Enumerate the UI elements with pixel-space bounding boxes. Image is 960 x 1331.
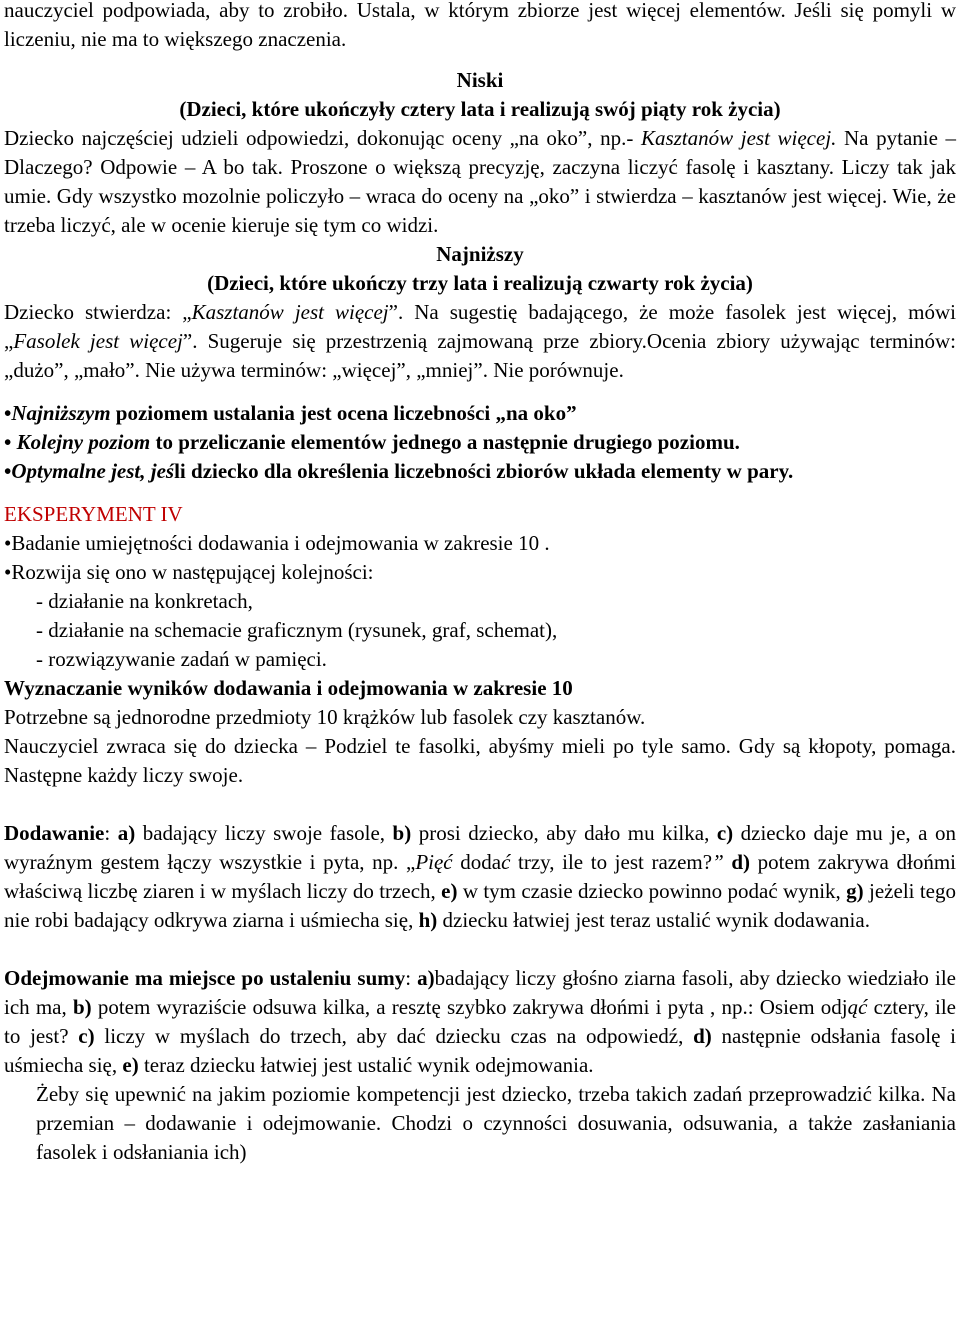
experiment-bullet-2: •Rozwija się ono w następującej kolejności:: [4, 560, 374, 584]
text: doda: [452, 850, 502, 874]
text: Na pytanie – Dlaczego? Odpowie – A bo tak. Proszone o większą precyzję, zaczyna liczyć fasolę i kasztany. Liczy tak jak umie. Gdy wszystko mozolnie policzyło – wraca do oceny na „oko” i stwierdza – kasztanów jest więcej. Wie, że trzeba liczyć, ale w ocenie kieruje się tym co widzi.: [4, 126, 957, 237]
text: teraz dziecku łatwiej jest ustalić wynik odejmowania.: [138, 1053, 594, 1077]
spacer: [4, 790, 956, 819]
intro-paragraph: nauczyciel podpowiada, aby to zrobiło. Ustala, w którym zbiorze jest więcej elementów. Jeśli się pomyli w liczeniu, nie ma to większego znaczenia.: [4, 0, 956, 51]
bullet: •: [4, 430, 17, 454]
bullet: •: [4, 459, 12, 483]
step-marker: a): [117, 821, 136, 845]
bullet-summary-1: [4, 399, 956, 428]
text: w tym czasie dziecko powinno podać wynik,: [457, 879, 847, 903]
text: potem wyraziście odsuwa kilka, a resztę szybko zakrywa dłońmi i pyta , np.: Osiem odj: [91, 995, 848, 1019]
text: ”. Na sugestię badającego, że może fasolek jest więcej, mówi „: [4, 300, 956, 353]
quote-italic: Fasolek jest więcej: [13, 329, 183, 353]
italic-term: Optymalne jest, jeś: [11, 459, 175, 483]
bullet-summary-2: [4, 428, 956, 457]
italic-term: Kolejny poziom: [16, 430, 151, 454]
text: dziecku łatwiej jest teraz ustalić wynik dodawania.: [437, 908, 870, 932]
step-marker: c): [716, 821, 734, 845]
step-marker: g): [846, 879, 864, 903]
text: poziomem ustalania jest ocena liczebności „na oko”: [110, 401, 577, 425]
step-marker: e): [122, 1053, 139, 1077]
text: cztery, ile to jest?: [4, 995, 957, 1048]
step-marker: b): [72, 995, 92, 1019]
italic-word: Pięć: [415, 850, 453, 874]
text: ”. Sugeruje się przestrzenią zajmowaną prze zbiory.Ocenia zbiory używając terminów: „dużo”, „mało”. Nie używa terminów: „więcej”, „mniej”. Nie porównuje.: [4, 329, 957, 382]
paragraph-dodawanie: [4, 819, 956, 935]
italic-term: Najniższym: [11, 401, 111, 425]
text: :: [104, 821, 118, 845]
term-bold: Odejmowanie ma miejsce po ustaleniu sumy: [4, 966, 406, 990]
italic-word: ąć: [847, 995, 868, 1019]
step-marker: a): [417, 966, 435, 990]
section-subtitle-niski: (Dzieci, które ukończyły cztery lata i realizują swój piąty rok życia): [179, 97, 781, 121]
step-marker: e): [441, 879, 458, 903]
bullet: •: [4, 401, 12, 425]
quote-italic: Kasztanów jest więcej: [191, 300, 389, 324]
paragraph-odejmowanie: [4, 964, 956, 1080]
closing-paragraph: Żeby się upewnić na jakim poziomie kompetencji jest dziecko, trzeba takich zadań przeprowadzić kilka. Na przemian – dodawanie i odejmowanie. Chodzi o czynności dosuwania, odsuwania, a także zasłaniania fasolek i odsłaniania ich): [36, 1082, 956, 1164]
list-item: - działanie na konkretach,: [36, 589, 253, 613]
step-marker: d): [723, 850, 751, 874]
experiment-bullet-1: •Badanie umiejętności dodawania i odejmowania w zakresie 10 .: [4, 531, 550, 555]
text: prosi dziecko, aby dało mu kilka,: [411, 821, 717, 845]
step-marker: h): [418, 908, 438, 932]
text: to przeliczanie elementów jednego a następnie drugiego poziomu.: [150, 430, 740, 454]
text: dziecko daje mu je, a on wyraźnym gestem łączy wszystkie i pyta, np. „: [4, 821, 956, 874]
text: Dziecko najczęściej udzieli odpowiedzi, dokonując oceny „na oko”, np.-: [4, 126, 634, 150]
text: trzy, ile to jest razem?: [510, 850, 713, 874]
bullet-summary-3: [4, 457, 956, 486]
spacer: [4, 935, 956, 964]
step-marker: d): [693, 1024, 712, 1048]
section-title-najnizszy: Najniższy: [436, 242, 524, 266]
experiment-subheading: Wyznaczanie wyników dodawania i odejmowania w zakresie 10: [4, 676, 573, 700]
text: badający liczy swoje fasole,: [135, 821, 393, 845]
document-page: [4, 0, 956, 1167]
step-marker: c): [78, 1024, 95, 1048]
text: następnie odsłania fasolę i uśmiecha się,: [4, 1024, 956, 1077]
text: liczy w myślach do trzech, aby dać dziecku czas na odpowiedź,: [94, 1024, 694, 1048]
paragraph-najnizszy: [4, 298, 956, 385]
experiment-heading: EKSPERYMENT IV: [4, 502, 183, 526]
italic-word: ć: [501, 850, 511, 874]
spacer: [4, 54, 956, 66]
list-item: - działanie na schemacie graficznym (rysunek, graf, schemat),: [36, 618, 558, 642]
spacer: [4, 385, 956, 399]
text: :: [405, 966, 418, 990]
text: badający liczy głośno ziarna fasoli, aby dziecko wiedziało ile ich ma,: [4, 966, 956, 1019]
text: potem zakrywa dłońmi właściwą liczbę ziaren i w myślach liczy do trzech,: [4, 850, 956, 903]
list-item: - rozwiązywanie zadań w pamięci.: [36, 647, 327, 671]
section-subtitle-najnizszy: (Dzieci, które ukończy trzy lata i realizują czwarty rok życia): [207, 271, 753, 295]
text: jeżeli tego nie robi badający odkrywa ziarna i uśmiecha się,: [4, 879, 956, 932]
italic-word: ”: [712, 850, 724, 874]
term-bold: Dodawanie: [4, 821, 105, 845]
quote-italic: Kasztanów jest więcej.: [640, 126, 837, 150]
paragraph-niski: [4, 124, 956, 240]
experiment-line-1: Potrzebne są jednorodne przedmioty 10 krążków lub fasolek czy kasztanów.: [4, 705, 646, 729]
experiment-line-2: Nauczyciel zwraca się do dziecka – Podziel te fasolki, abyśmy mieli po tyle samo. Gdy są kłopoty, pomaga. Następne każdy liczy swoje.: [4, 734, 956, 787]
text: Dziecko stwierdza: „: [4, 300, 192, 324]
section-title-niski: Niski: [456, 68, 504, 92]
spacer: [4, 486, 956, 500]
text: li dziecko dla określenia liczebności zbiorów układa elementy w pary.: [174, 459, 794, 483]
step-marker: b): [392, 821, 412, 845]
